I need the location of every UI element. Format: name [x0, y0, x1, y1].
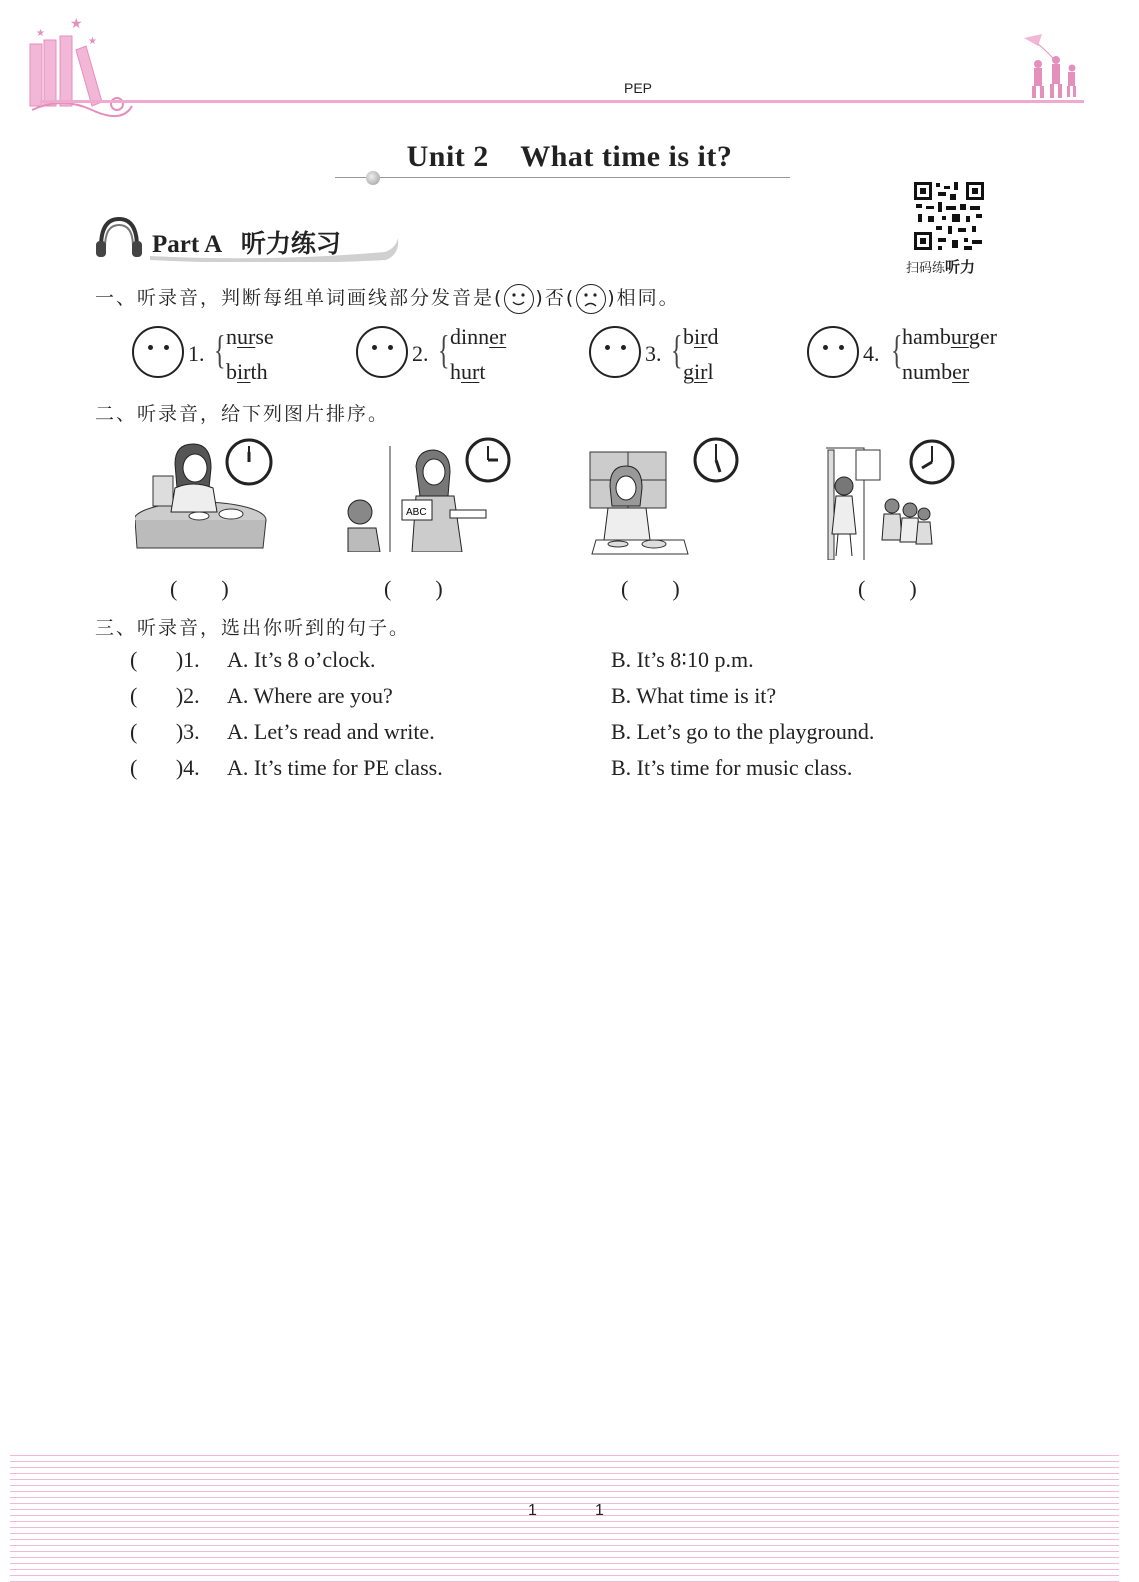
svg-text:★: ★	[36, 28, 45, 39]
footer-striped-band	[10, 1450, 1119, 1582]
option-b: B. Let’s go to the playground.	[611, 719, 875, 744]
answer-face-blank-icon[interactable]	[356, 326, 408, 378]
brace-icon: {	[891, 327, 903, 372]
page-title: Unit 2 What time is it?	[406, 140, 733, 173]
children-kite-decoration-icon	[1016, 32, 1088, 102]
brace-icon: {	[214, 327, 226, 372]
qr-code-icon[interactable]	[912, 180, 986, 252]
option-a: A. Where are you?	[227, 683, 393, 708]
question-prefix[interactable]: ( )3.	[130, 719, 200, 744]
series-label: PEP	[624, 80, 653, 96]
board-text: ABC	[406, 507, 427, 518]
svg-text:★: ★	[88, 36, 97, 47]
option-b: B. What time is it?	[611, 683, 777, 708]
question-prefix[interactable]: ( )4.	[130, 755, 200, 780]
music-class-clock-icon	[824, 436, 959, 560]
answer-face-blank-icon[interactable]	[132, 326, 184, 378]
word-group	[132, 322, 332, 392]
page-number-left: 1	[528, 1502, 537, 1519]
title-underline	[335, 177, 790, 178]
part-a-heading: Part A 听力练习	[152, 231, 341, 258]
word-1: hamburger	[902, 324, 997, 349]
order-answer-blank[interactable]: ( )	[170, 576, 229, 601]
group-number: 3.	[645, 341, 662, 366]
option-b: B. It’s 8∶10 p.m.	[611, 647, 754, 672]
header-rule	[40, 100, 1084, 103]
word-2: number	[902, 359, 970, 384]
qr-caption: 扫码练听力	[906, 258, 976, 276]
word-2: hurt	[450, 359, 486, 384]
option-a: A. Let’s read and write.	[227, 719, 435, 744]
option-a: A. It’s 8 o’clock.	[227, 647, 376, 672]
brace-icon: {	[438, 327, 450, 372]
page-number-right: 1	[595, 1502, 604, 1519]
title-bullet-icon	[366, 171, 380, 185]
section-3-heading: 三、听录音，选出你听到的句子。	[95, 617, 411, 639]
svg-text:★: ★	[70, 16, 83, 32]
order-answer-blank[interactable]: ( )	[858, 576, 917, 601]
question-prefix[interactable]: ( )1.	[130, 647, 200, 672]
girl-eating-clock-icon	[135, 436, 275, 552]
option-b: B. It’s time for music class.	[611, 755, 853, 780]
word-1: dinner	[450, 324, 507, 349]
smile-face-icon	[504, 284, 534, 314]
question-prefix[interactable]: ( )2.	[130, 683, 200, 708]
answer-face-blank-icon[interactable]	[807, 326, 859, 378]
section-2-heading: 二、听录音，给下列图片排序。	[95, 403, 390, 425]
order-answer-blank[interactable]: ( )	[384, 576, 443, 601]
girl-window-clock-icon	[588, 436, 743, 556]
brace-icon: {	[671, 327, 683, 372]
group-number: 2.	[412, 341, 429, 366]
word-group	[589, 322, 789, 392]
option-a: A. It’s time for PE class.	[227, 755, 443, 780]
teacher-abc-clock-icon	[346, 436, 516, 552]
order-answer-blank[interactable]: ( )	[621, 576, 680, 601]
answer-face-blank-icon[interactable]	[589, 326, 641, 378]
frown-face-icon	[576, 284, 606, 314]
headphones-icon	[93, 213, 145, 261]
group-number: 4.	[863, 341, 880, 366]
word-2: birth	[226, 359, 268, 384]
word-group	[356, 322, 556, 392]
group-number: 1.	[188, 341, 205, 366]
word-2: girl	[683, 359, 714, 384]
word-1: nurse	[226, 324, 274, 349]
word-group	[807, 322, 1037, 392]
word-1: bird	[683, 324, 719, 349]
section-1-heading: 一、听录音，判断每组单词画线部分发音是( )否( )相同。	[95, 283, 680, 314]
